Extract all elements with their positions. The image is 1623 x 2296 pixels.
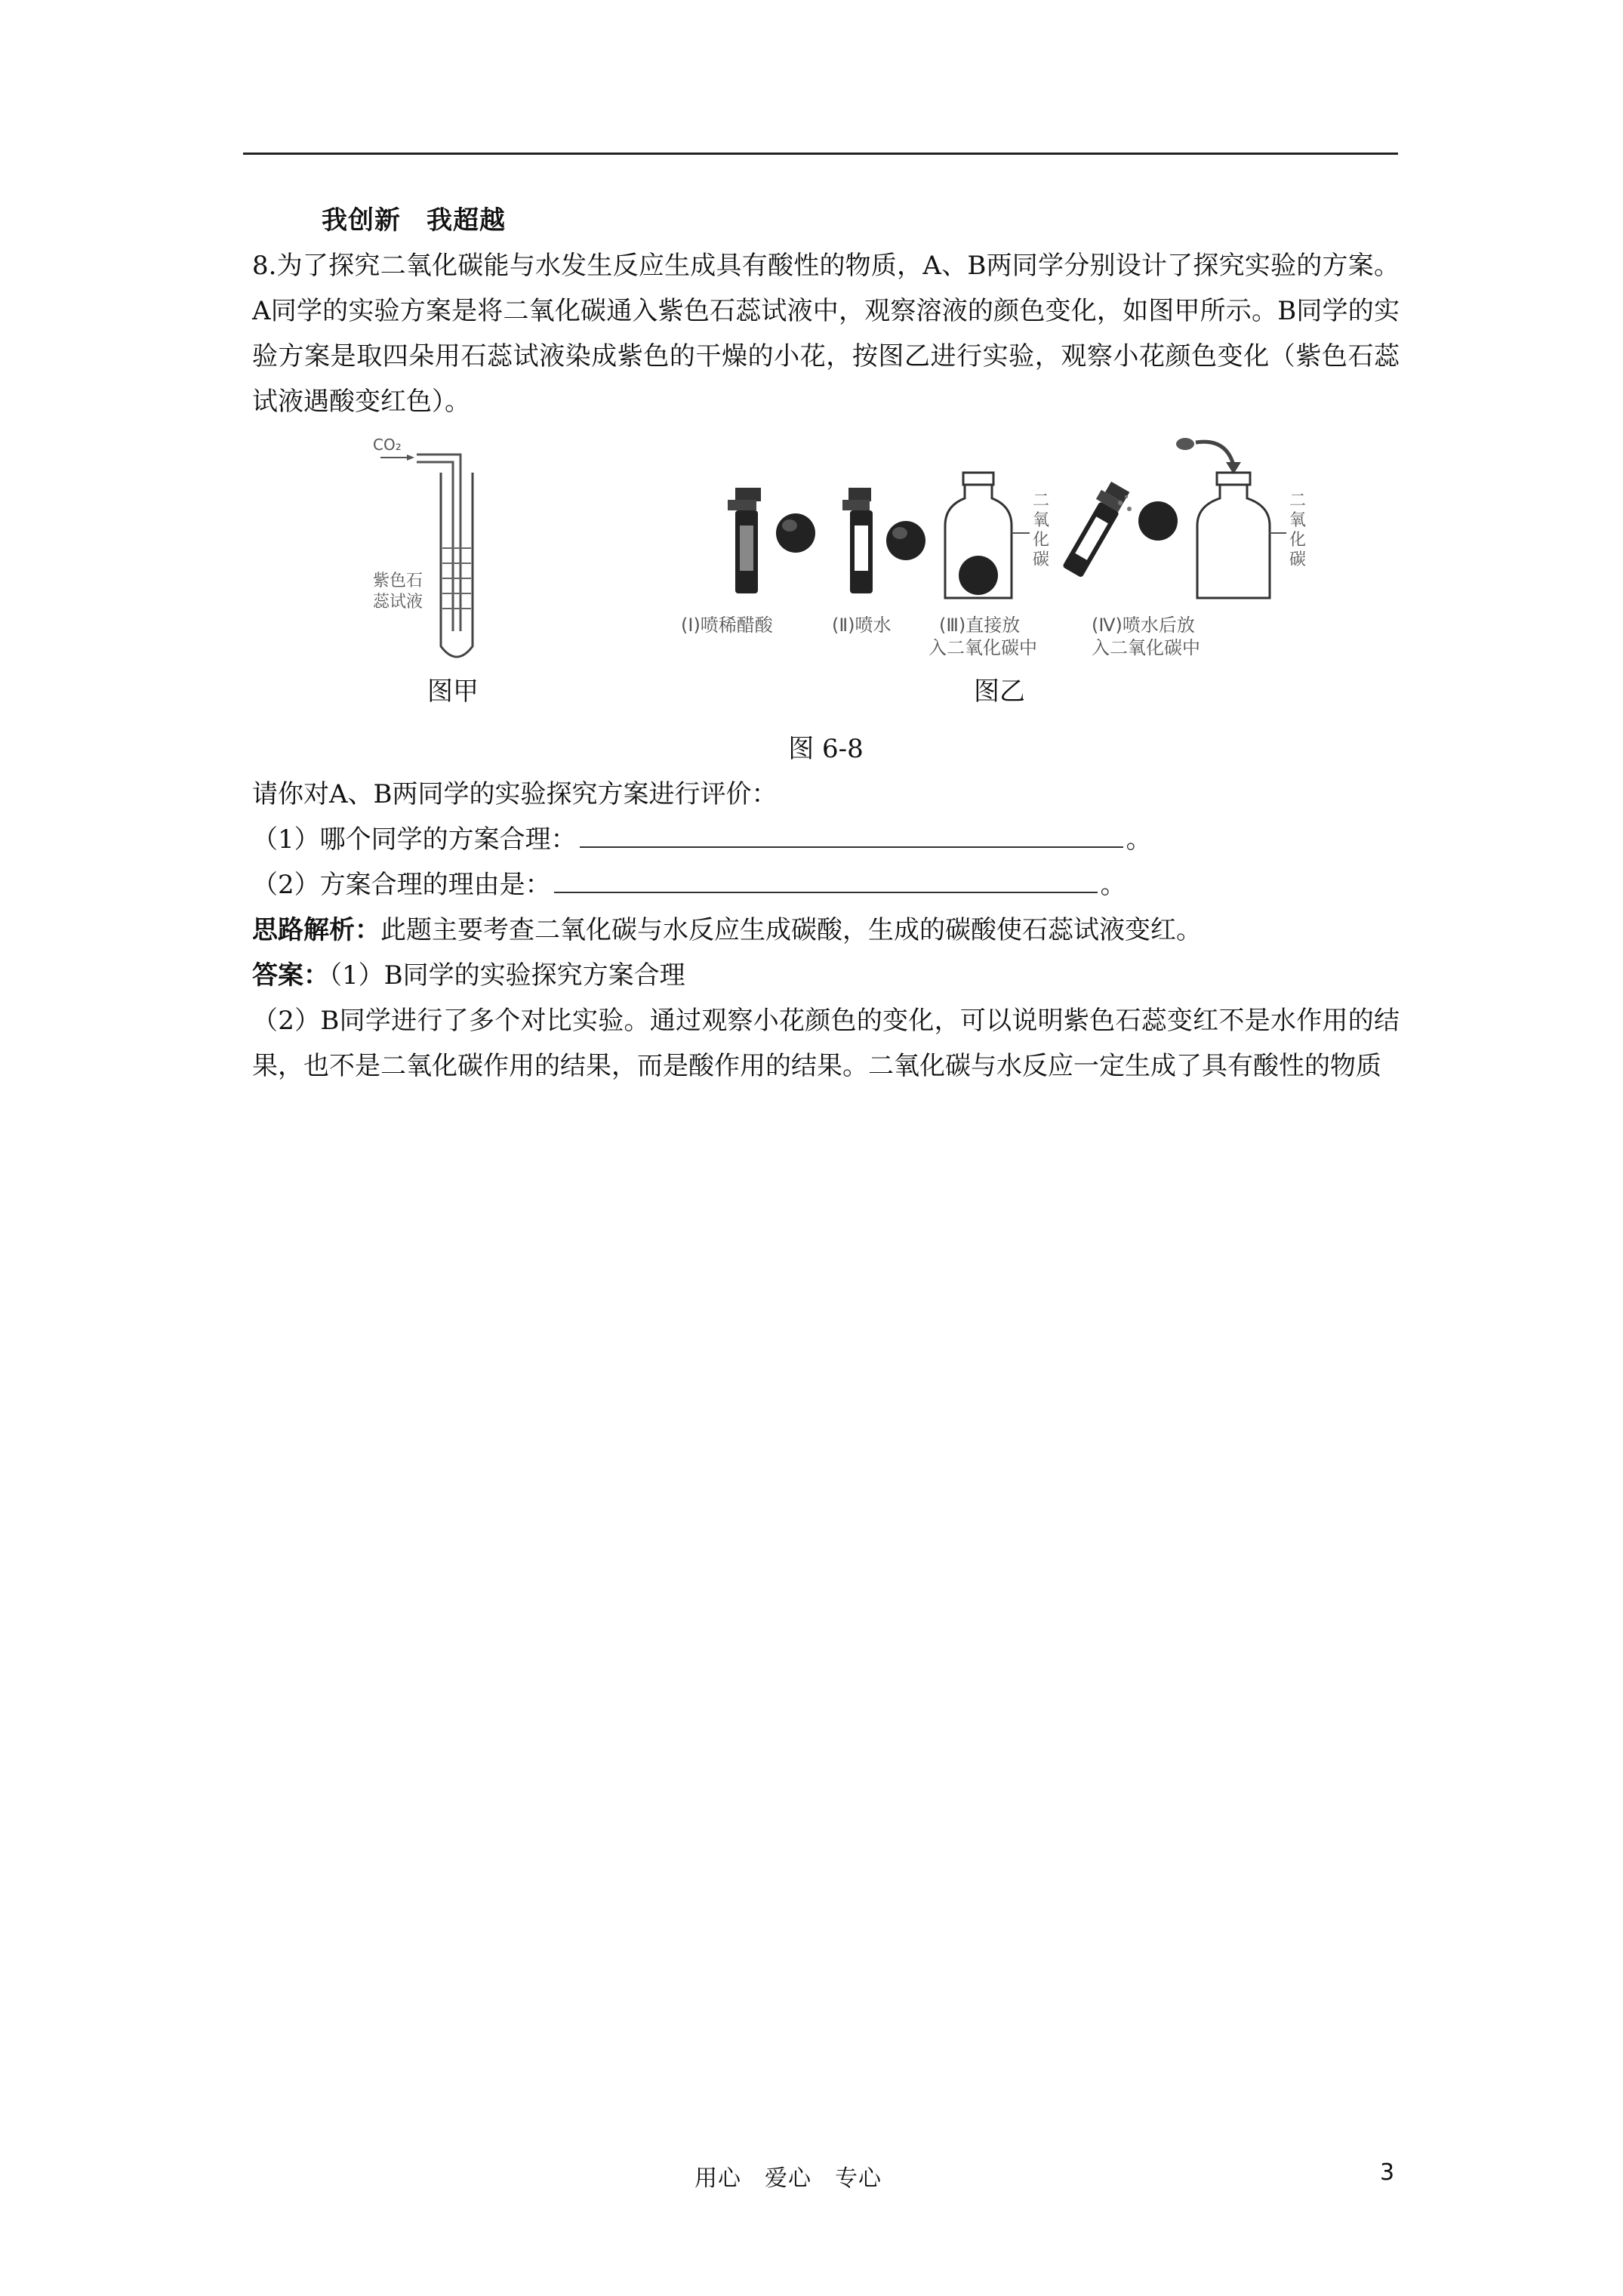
test-tube-diagram: [373, 436, 473, 657]
step-1-label: (Ⅰ)喷稀醋酸: [681, 615, 773, 636]
test-tube: [441, 473, 473, 657]
tube-label-1: 紫色石: [373, 572, 423, 590]
sub-question-2-text: （2）方案合理的理由是：: [252, 870, 551, 900]
section-title: [252, 198, 1400, 243]
figure-6-8: [252, 427, 1400, 722]
evaluation-prompt: 请你对A、B两同学的实验探究方案进行评价：: [252, 779, 778, 809]
step-2-diagram: [832, 488, 925, 636]
answer: [252, 953, 1400, 998]
jar-label-char-3: 化: [1289, 531, 1307, 550]
step-3-diagram: [929, 473, 1049, 658]
question-intro: 8.为了探究二氧化碳能与水发生反应生成具有酸性的物质，A、B两同学分别设计了探究实验的方案。A同学的实验方案是将二氧化碳通入紫色石蕊试液中，观察溶液的颜色变化，如图甲所示。B同学的实验方案是取四朵用石蕊试液染成紫色的干燥的小花，按图乙进行实验，观察小花颜色变化（紫色石蕊试液遇酸变红色）。: [252, 251, 1400, 417]
answer-label: 答案：: [252, 960, 329, 991]
jar-label-char-2: 氧: [1289, 511, 1307, 530]
jar-label-char-4: 碳: [1033, 550, 1050, 569]
sub-question-1: [252, 817, 1400, 862]
figure-b-caption: 图乙: [974, 676, 1025, 707]
section-title-part-2: 我超越: [427, 205, 506, 236]
section-title-part-1: 我创新: [322, 205, 401, 236]
step-3-label-2: 入二氧化碳中: [929, 637, 1037, 658]
flower-icon: [886, 521, 925, 560]
experiment-illustration: [252, 427, 1400, 676]
co2-label: CO₂: [373, 436, 402, 454]
tube-label-2: 蕊试液: [373, 593, 423, 612]
answer-blank-2[interactable]: [554, 863, 1098, 893]
jar-label-char-1: 二: [1289, 492, 1307, 510]
jar-label-char-1: 二: [1033, 492, 1050, 510]
jar-label-char-2: 氧: [1033, 511, 1050, 530]
step-3-label-1: (Ⅲ)直接放: [939, 615, 1021, 636]
jar-label-char-4: 碳: [1289, 550, 1307, 569]
end-mark-1: 。: [1126, 824, 1152, 855]
flower-icon: [1138, 501, 1178, 541]
flower-icon: [959, 556, 998, 595]
step-4-label-1: (Ⅳ)喷水后放: [1092, 615, 1195, 636]
analysis-label: 思路解析：: [252, 915, 380, 945]
analysis: [252, 908, 1400, 953]
answer-blank-1[interactable]: [580, 818, 1123, 848]
jar-label-char-3: 化: [1033, 531, 1050, 550]
header-rule: [243, 153, 1398, 155]
figure-caption: 图 6-8: [788, 734, 864, 764]
flower-icon: [776, 513, 815, 553]
figure-a-caption: 图甲: [427, 676, 479, 707]
sub-question-1-text: （1）哪个同学的方案合理：: [252, 824, 577, 855]
step-4-label-2: 入二氧化碳中: [1092, 637, 1200, 658]
document-body: [252, 198, 1400, 1089]
step-1-diagram: [681, 488, 815, 636]
end-mark-2: 。: [1100, 870, 1126, 900]
answer-line-1: （1）B同学的实验探究方案合理: [329, 960, 685, 991]
gas-jar: [1197, 485, 1270, 598]
step-4-diagram: [1058, 438, 1306, 658]
footer-motto: 用心 爱心 专心: [694, 2165, 882, 2192]
step-2-label: (Ⅱ)喷水: [832, 615, 892, 636]
answer-line-2: （2）B同学进行了多个对比实验。通过观察小花颜色的变化，可以说明紫色石蕊变红不是水作用的结果，也不是二氧化碳作用的结果，而是酸作用的结果。二氧化碳与水反应一定生成了具有酸性的物质: [252, 1006, 1400, 1081]
analysis-text: 此题主要考查二氧化碳与水反应生成碳酸，生成的碳酸使石蕊试液变红。: [380, 915, 1202, 945]
sub-question-2: [252, 862, 1400, 908]
page-number: 3: [1380, 2159, 1395, 2186]
